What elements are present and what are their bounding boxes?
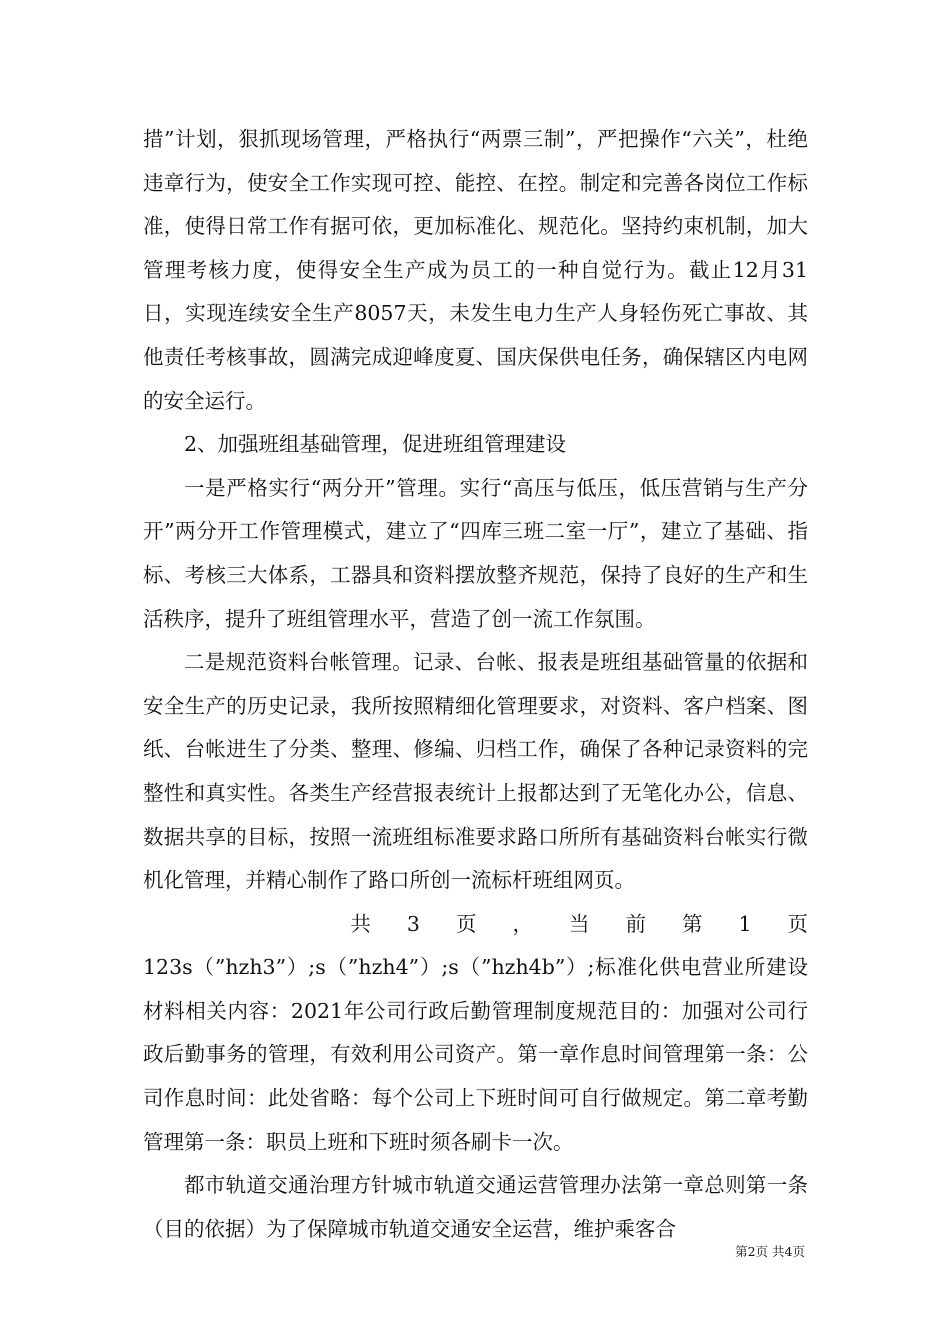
page-counter-token: 前 bbox=[625, 911, 646, 936]
paragraph-safety-management: 措”计划，狠抓现场管理，严格执行“两票三制”，严把操作“六关”，杜绝违章行为，使安全工作实现可控、能控、在控。制定和完善各岗位工作标准，使得日常工作有据可依，更加标准化、规范化。坚持约束机制，加大管理考核力度，使得安全生产成为员工的一种自觉行为。截止12月31日，实现连续安全生产8057天，未发生电力生产人身轻伤死亡事故、其他责任考核事故，圆满完成迎峰度夏、国庆保供电任务，确保辖区内电网的安全运行。 bbox=[143, 127, 808, 413]
paragraph-two-separations: 一是严格实行“两分开”管理。实行“高压与低压，低压营销与生产分开”两分开工作管理模式，建立了“四库三班二室一厅”，建立了基础、指标、考核三大体系，工器具和资料摆放整齐规范，保持了良好的生产和生活秩序，提升了班组管理水平，营造了创一流工作氛围。 bbox=[143, 475, 808, 631]
section-heading-team-management: 2、加强班组基础管理，促进班组管理建设 bbox=[184, 432, 567, 457]
document-body bbox=[143, 118, 808, 1251]
page-footer: 第2页 共4页 bbox=[735, 1244, 805, 1259]
page-counter-token: 页 bbox=[455, 911, 477, 936]
page-counter-token: 共 bbox=[350, 911, 371, 936]
page-counter-token: 当 bbox=[568, 911, 590, 936]
page-counter-token: 第 bbox=[681, 911, 703, 936]
paragraph-records-management: 二是规范资料台帐管理。记录、台帐、报表是班组基础管量的依据和安全生产的历史记录，我所按照精细化管理要求，对资料、客户档案、图纸、台帐进生了分类、整理、修编、归档工作，确保了各种记录资料的完整性和真实性。各类生产经营报表统计上报都达到了无笔化办公，信息、数据共享的目标，按照一流班组标准要求路口所所有基础资料台帐实行微机化管理，并精心制作了路口所创一流标杆班组网页。 bbox=[143, 650, 808, 893]
inline-page-counter bbox=[143, 903, 808, 947]
page-counter-token: 1 bbox=[738, 911, 752, 936]
page-counter-token: ， bbox=[512, 911, 533, 936]
page-counter-token: 页 bbox=[787, 911, 808, 936]
page-counter-token: 3 bbox=[406, 911, 420, 936]
paragraph-admin-regulations: 123s（”hzh3”）;s（”hzh4”）;s（”hzh4b”）;标准化供电营业所建设材料相关内容：2021年公司行政后勤管理制度规范目的：加强对公司行政后勤事务的管理，有效利用公司资产。第一章作息时间管理第一条：公司作息时间：此处省略：每个公司上下班时间可自行做规定。第二章考勤管理第一条：职员上班和下班时须各刷卡一次。 bbox=[143, 955, 808, 1154]
paragraph-rail-transit: 都市轨道交通治理方针城市轨道交通运营管理办法第一章总则第一条（目的依据）为了保障城市轨道交通安全运营，维护乘客合 bbox=[143, 1173, 808, 1241]
